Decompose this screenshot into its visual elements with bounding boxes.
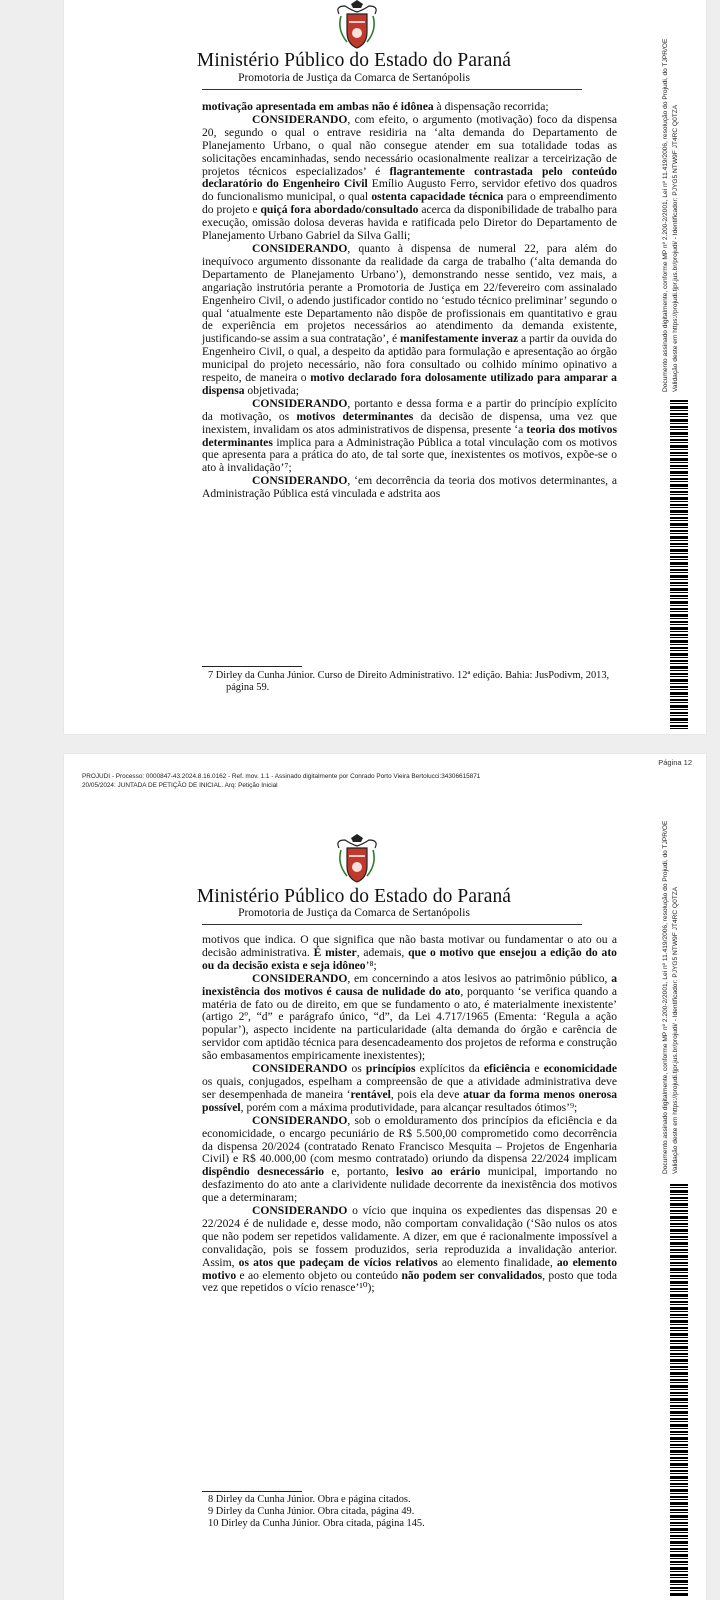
text: explícitos da	[415, 1062, 484, 1076]
projudi-line-2: 20/05/2024: JUNTADA DE PETIÇÃO DE INICIAL. Arq: Petição Inicial	[82, 782, 278, 789]
paragraph	[202, 973, 617, 1063]
signature-line-2: Validação deste em https://projudi.tjpr.jus.br/projudi/ - Identificador: PJYG5 NTW9F JT4RC Q0TZA	[672, 104, 679, 392]
bold-text: os atos que padeçam de vícios relativos	[238, 1255, 438, 1269]
text: o vício que inquina os expedientes das dispensas 20 e 22/2024 é de nulidade e, desse modo, não comportam convalidação (‘São nulos os atos que não podem ser repetidos validamente. A dizer, em que é racionalmente impossível a convalidação, pois se fossem produzidos, seria reproduzida a invalidação anterior. Assim,	[202, 1204, 617, 1269]
footnote-divider	[202, 1491, 302, 1492]
text: implica para a Administração Pública a total vinculação com os motivos que apresenta para a prática do ato, de tal sorte que, inexistentes os motivos, expõe-se o ato à invalidação’⁷;	[202, 435, 617, 475]
text: , com efeito, o argumento (motivação) foco da dispensa 20, segundo o qual o entrave residiria na ‘alta demanda do Departamento de Planejamento Urbano, o qual não consegue atender em sua totalidade todas as solicitações encaminhadas, sendo necessário ocasionalmente realizar a terceirização de projetos técnicos especializados’ é	[202, 112, 617, 178]
paragraph	[202, 475, 617, 501]
footnote-divider	[202, 666, 302, 667]
paragraph	[202, 114, 617, 243]
bold-text: CONSIDERANDO	[252, 971, 348, 985]
signature-line-2: Validação deste em https://projudi.tjpr.jus.br/projudi/ - Identificador: PJYG5 NTW9F JT4RC Q0TZA	[672, 886, 679, 1174]
paragraph	[202, 1205, 617, 1295]
signature-line-1: Documento assinado digitalmente, conforme MP nº 2.200-2/2001, Lei nº 11.419/2006, resolução do Projudi, do TJPR/OE	[662, 38, 669, 392]
bold-text: teoria dos motivos determinantes	[202, 422, 617, 449]
text: municipal, importando no desfazimento do ato ante a clarividente nulidade decorrente da inexistência dos motivos que a determinaram;	[202, 1165, 617, 1205]
text: objetivada;	[244, 383, 299, 397]
header-subtitle: Promotoria de Justiça da Comarca de Sertanópolis	[238, 72, 470, 84]
footnotes	[202, 670, 622, 694]
text: , porém com a máxima produtividade, para alcançar resultados ótimos’⁹;	[240, 1100, 578, 1114]
body-text	[202, 934, 617, 1295]
text: os	[347, 1062, 366, 1076]
bold-text: motivos determinantes	[296, 409, 414, 423]
parana-crest-icon	[331, 0, 383, 52]
bold-text: não podem ser convalidados	[401, 1268, 543, 1282]
header-title: Ministério Público do Estado do Paraná	[196, 50, 512, 71]
document-page-2	[64, 754, 706, 1600]
text: à dispensação recorrida;	[433, 100, 549, 113]
text: , ‘em decorrência da teoria dos motivos determinantes, a Administração Pública está vinculada e adstrita aos	[202, 474, 617, 501]
text: a partir da ouvida do Engenheiro Civil, o qual, a despeito da aptidão para formulação e apresentação ao órgão municipal do projeto necessário, não fora consultado ou colhido mínimo opinativo a respeito, de maneira o	[202, 332, 617, 385]
text: , sob o emolduramento dos princípios da eficiência e da economicidade, o encargo pecuniário de R$ 5.500,00 comprometido como decorrência da dispensa 20/2024 (contratado Renato Francisco Mesquita – Projetos de Engenharia Civil) e R$ 40.000,00 (com mesmo contratado) oriundo da dispensa 22/2024 implicam	[202, 1113, 617, 1166]
bold-text: economicidade	[543, 1062, 617, 1076]
header-subtitle: Promotoria de Justiça da Comarca de Sertanópolis	[238, 907, 470, 919]
bold-text: que o motivo que ensejou a edição do ato ou da decisão exista e seja idôneo	[202, 945, 617, 972]
header-divider	[202, 924, 582, 925]
bold-text: ostenta capacidade técnica	[371, 190, 504, 204]
text: acerca da disponibilidade de trabalho para execução, omissão dolosa deveras havida e ratificada pelo Diretor do Departamento de Planejamento Urbano Gabriel da Silva Galli;	[202, 203, 617, 243]
bold-text: princípios	[365, 1062, 416, 1076]
text: e	[530, 1062, 544, 1076]
paragraph	[202, 1115, 617, 1205]
bold-text: motivo declarado fora dolosamente utilizado para amparar a dispensa	[202, 371, 617, 397]
footnote: 7 Dirley da Cunha Júnior. Curso de Direito Administrativo. 12ª edição. Bahia: JusPodivm, 2013, página 59.	[208, 670, 610, 694]
text: , ademais,	[356, 945, 409, 959]
signature-line-1: Documento assinado digitalmente, conforme MP nº 2.200-2/2001, Lei nº 11.419/2006, resolução do Projudi, do TJPR/OE	[662, 820, 669, 1174]
text: , quanto à dispensa de numeral 22, para além do inequívoco argumento dissonante da realidade da carga de trabalho (‘alta demanda do Departamento de Planejamento Urbano’), demonstrando nesse sentido, vez mais, a angariação instrutória perante a Promotoria de Justiça em 22/fevereiro com assinalado Engenheiro Civil, o adendo justificador contido no ‘estudo técnico preliminar’ segundo o qual ‘atualmente este Departamento não dispõe de profissionais em quantitativo e grau de experiência em projetos necessários ao atendimento da demanda existente, justificando-se assim a sua contratação’, é	[202, 241, 617, 346]
page-number: Página 12	[658, 758, 692, 767]
footnote: 9 Dirley da Cunha Júnior. Obra citada, página 49.	[208, 1506, 415, 1518]
footnote: 10 Dirley da Cunha Júnior. Obra citada, página 145.	[208, 1518, 425, 1530]
projudi-stamp	[82, 772, 602, 790]
paragraph	[202, 934, 617, 973]
header-divider	[202, 89, 582, 90]
text: ’⁸;	[365, 958, 377, 972]
bold-text: quiçá fora abordado/consultado	[260, 203, 419, 217]
bold-text: manifestamente inveraz	[399, 332, 519, 346]
bold-text: eficiência	[483, 1062, 531, 1076]
text: , em concernindo a atos lesivos ao patrimônio público,	[347, 971, 612, 985]
bold-text: flagrantemente contrastada pelo conteúdo declaratório do Engenheiro Civil	[202, 164, 617, 191]
bold-text: CONSIDERANDO	[252, 1062, 348, 1076]
bold-text: lesivo ao erário	[395, 1165, 481, 1179]
bold-text: rentável	[350, 1087, 391, 1101]
bold-text: CONSIDERANDO	[252, 474, 348, 488]
bold-text: dispêndio desnecessário	[202, 1165, 325, 1179]
bold-text: atuar da forma menos onerosa possível	[202, 1087, 618, 1114]
text: , portanto e dessa forma e a partir do princípio explícito da motivação, os	[202, 396, 617, 423]
bold-text: a inexistência dos motivos é causa de nulidade do ato	[202, 971, 617, 998]
projudi-line-1: PROJUDI - Processo: 0000847-43.2024.8.16.0162 - Ref. mov. 1.1 - Assinado digitalmente por Conrado Porto Vieira Bertolucci:34306615871	[82, 773, 481, 780]
bold-text: CONSIDERANDO	[252, 1113, 348, 1127]
text: , porquanto ‘se verifica quando a matéria de fato ou de direito, em que se fundamento o ato, é materialmente inexistente’ (artigo 2º, “d” e parágrafo único, “d”, da Lei 4.717/1965 (Ementa: ‘Regula a ação popular’), aspecto incidente na particularidade (alta demanda do órgão e carência de servidor com aptidão técnica para desencadeamento dos projetos de reforma e construção são embasamentos empiricamente inexistentes);	[202, 984, 618, 1063]
barcode	[670, 1184, 688, 1596]
text: e ao elemento objeto ou conteúdo	[236, 1268, 402, 1282]
text: e, portanto,	[324, 1165, 396, 1179]
bold-text: CONSIDERANDO	[252, 396, 348, 410]
text: motivos que indica. O que significa que não basta motivar ou fundamentar o ato ou a decisão administrativa.	[202, 933, 617, 959]
paragraph	[202, 398, 617, 475]
text: da decisão de dispensa, uma vez que inexistem, invalidam os atos administrativos de dispensa, presente ‘a	[202, 409, 617, 436]
paragraph	[202, 243, 617, 398]
text: ao elemento finalidade,	[437, 1255, 557, 1269]
barcode	[670, 400, 688, 730]
document-page-1	[64, 0, 706, 734]
bold-text: ao elemento motivo	[202, 1255, 617, 1282]
signature-strip	[660, 754, 700, 1600]
header-title: Ministério Público do Estado do Paraná	[196, 886, 512, 907]
text: , pois ela deve	[390, 1087, 464, 1101]
paragraph	[202, 1063, 617, 1115]
footnotes	[202, 1494, 622, 1531]
body-text	[202, 101, 617, 501]
bold-text: É mister	[313, 945, 357, 959]
text: para o empreendimento do projeto e	[202, 190, 617, 217]
text: , posto que toda vez que repetidos o vício renasce’¹⁰);	[202, 1268, 617, 1295]
bold-text: CONSIDERANDO	[252, 1204, 348, 1218]
bold-text: CONSIDERANDO	[252, 241, 348, 255]
parana-crest-icon	[331, 834, 383, 886]
text: Emílio Augusto Ferro, servidor efetivo dos quadros do funcionalismo municipal, o qual	[202, 177, 617, 204]
signature-strip	[660, 0, 700, 734]
text: os quais, conjugados, espelham a compreensão de que a atividade administrativa deve ser desempenhada de maneira ‘	[202, 1074, 617, 1101]
bold-text: motivação apresentada em ambas não é idônea	[202, 100, 434, 113]
footnote: 8 Dirley da Cunha Júnior. Obra e página citados.	[208, 1494, 411, 1505]
bold-text: CONSIDERANDO	[252, 112, 348, 126]
